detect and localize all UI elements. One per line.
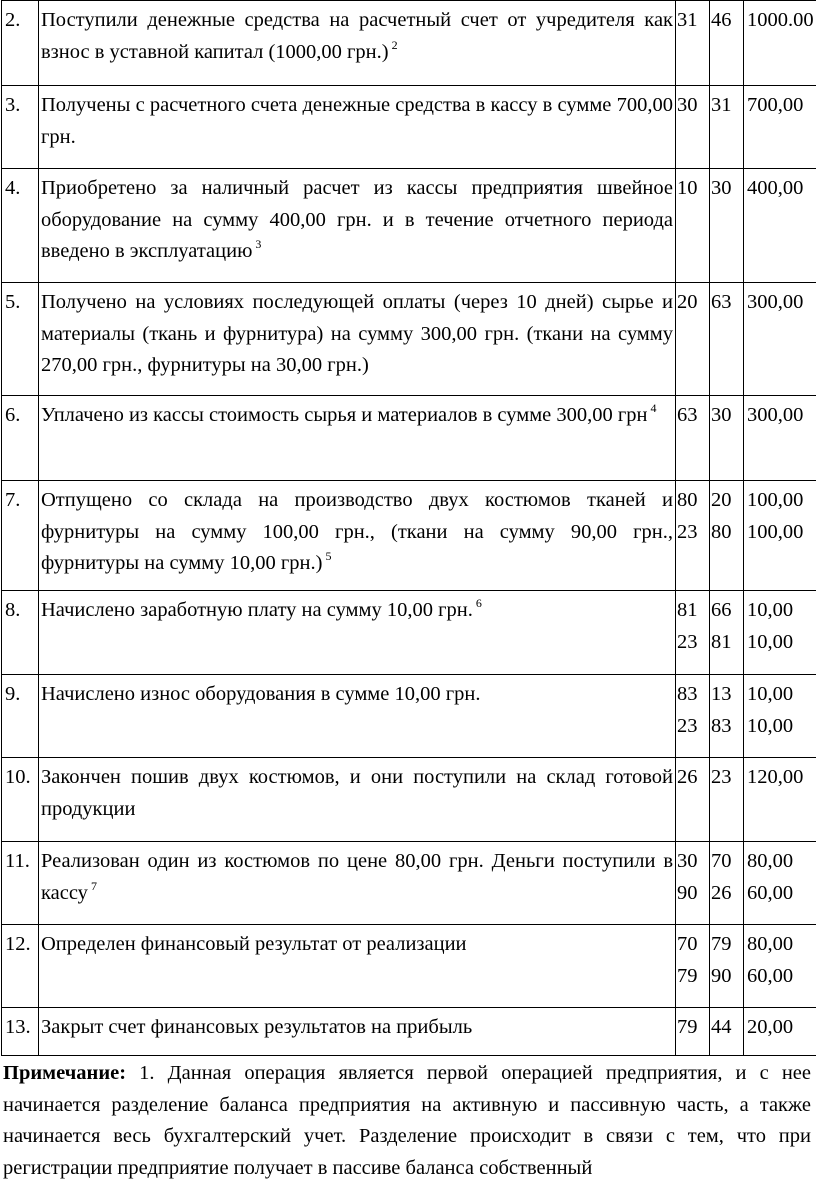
operation-amount: 80,00 — [747, 850, 794, 872]
debit-account-cell — [676, 396, 710, 481]
debit-account-cell — [676, 591, 710, 675]
debit-account: 30 — [677, 850, 698, 872]
debit-account: 31 — [677, 9, 698, 31]
credit-account: 23 — [711, 766, 732, 788]
operation-amount: 1000.00 — [747, 9, 814, 31]
table-row — [2, 842, 816, 925]
credit-account: 79 — [711, 933, 732, 955]
debit-account: 70 — [677, 933, 698, 955]
operation-description — [39, 758, 676, 842]
debit-account: 81 — [677, 599, 698, 621]
credit-account: 44 — [711, 1016, 732, 1038]
operation-amount: 700,00 — [747, 94, 804, 116]
footnote-marker: 2 — [391, 37, 398, 52]
table-row — [2, 925, 816, 1008]
debit-account: 83 — [677, 683, 698, 705]
table-row — [2, 481, 816, 591]
operation-amount-cell — [744, 758, 816, 842]
operation-description-text: Начислено износ оборудования в сумме 10,00 грн. — [41, 683, 481, 705]
credit-account-cell — [710, 675, 744, 758]
debit-account: 20 — [677, 291, 698, 313]
operation-number: 6. — [2, 396, 39, 481]
credit-account: 80 — [711, 520, 732, 543]
debit-account: 79 — [677, 1016, 698, 1038]
operation-amount: 300,00 — [747, 404, 804, 426]
credit-account: 81 — [711, 630, 732, 653]
credit-account: 26 — [711, 881, 732, 904]
operation-description-text: Приобретено за наличный расчет из кассы предприятия швейное оборудование на сумму 400,00 грн. и в течение отчетного периода введено в эксплуатацию — [41, 177, 673, 262]
operation-amount-cell — [744, 86, 816, 169]
operation-description-text: Закончен пошив двух костюмов, и они поступили на склад готовой продукции — [41, 766, 673, 820]
credit-account: 30 — [711, 177, 732, 199]
debit-account: 30 — [677, 94, 698, 116]
operation-description — [39, 481, 676, 591]
table-row — [2, 396, 816, 481]
credit-account: 13 — [711, 683, 732, 705]
operation-amount: 10,00 — [747, 599, 794, 621]
operation-amount-cell — [744, 1008, 816, 1056]
table-row — [2, 1008, 816, 1056]
debit-account-cell — [676, 1008, 710, 1056]
operation-amount: 400,00 — [747, 177, 804, 199]
operation-amount-cell — [744, 481, 816, 591]
debit-account-cell — [676, 1, 710, 86]
footnote-marker: 3 — [255, 237, 262, 251]
credit-account: 83 — [711, 714, 732, 737]
operation-number: 10. — [2, 758, 39, 842]
operation-description — [39, 169, 676, 283]
operation-amount: 300,00 — [747, 291, 804, 313]
operations-table-body — [2, 1, 816, 1056]
table-row — [2, 758, 816, 842]
credit-account-cell — [710, 842, 744, 925]
debit-account-cell — [676, 758, 710, 842]
operation-amount: 100,00 — [747, 520, 804, 543]
credit-account-cell — [710, 481, 744, 591]
debit-account-cell — [676, 86, 710, 169]
credit-account-cell — [710, 1008, 744, 1056]
credit-account-cell — [710, 283, 744, 396]
debit-account: 26 — [677, 766, 698, 788]
credit-account-cell — [710, 925, 744, 1008]
operation-amount-cell — [744, 1, 816, 86]
note-paragraph — [3, 1058, 811, 1184]
operation-number: 12. — [2, 925, 39, 1008]
operation-amount: 120,00 — [747, 766, 804, 788]
operation-amount: 60,00 — [747, 881, 794, 904]
operation-amount-cell — [744, 842, 816, 925]
operation-number: 11. — [2, 842, 39, 925]
credit-account-cell — [710, 86, 744, 169]
footnote-marker: 6 — [475, 596, 482, 610]
table-row — [2, 675, 816, 758]
table-row — [2, 1, 816, 86]
operation-number: 2. — [2, 1, 39, 86]
operation-amount-cell — [744, 396, 816, 481]
operation-description-text: Определен финансовый результат от реализации — [41, 933, 467, 955]
debit-account: 23 — [677, 520, 698, 543]
operation-number: 7. — [2, 481, 39, 591]
operation-amount: 80,00 — [747, 933, 794, 955]
operations-table — [1, 0, 816, 1056]
operation-amount: 10,00 — [747, 683, 794, 705]
debit-account: 23 — [677, 630, 698, 653]
operation-number: 5. — [2, 283, 39, 396]
credit-account: 63 — [711, 291, 732, 313]
operation-amount: 10,00 — [747, 630, 794, 653]
operation-amount: 60,00 — [747, 964, 794, 987]
operation-amount: 10,00 — [747, 714, 794, 737]
operation-description — [39, 283, 676, 396]
table-row — [2, 169, 816, 283]
operation-number: 8. — [2, 591, 39, 675]
operation-amount-cell — [744, 591, 816, 675]
credit-account: 46 — [711, 9, 732, 31]
operation-description — [39, 842, 676, 925]
footnote-marker: 7 — [90, 878, 97, 893]
debit-account-cell — [676, 925, 710, 1008]
debit-account: 80 — [677, 489, 698, 511]
operation-description-text: Закрыт счет финансовых результатов на прибыль — [41, 1016, 473, 1038]
operation-description-text: Получены с расчетного счета денежные средства в кассу в сумме 700,00 грн. — [41, 94, 673, 148]
debit-account-cell — [676, 283, 710, 396]
credit-account-cell — [710, 396, 744, 481]
note-label: Примечание: — [3, 1062, 127, 1084]
operation-amount-cell — [744, 169, 816, 283]
credit-account: 70 — [711, 850, 732, 872]
operation-amount: 20,00 — [747, 1016, 794, 1038]
note-text: 1. Данная операция является первой операцией предприятия, и с нее начинается разделение баланса предприятия на активную и пассивную часть, а также начинается весь бухгалтерский учет. Разделение происходит в связи с тем, что при регистрации предприятие получает в пассиве баланса собственный — [3, 1062, 811, 1179]
operation-description — [39, 925, 676, 1008]
credit-account-cell — [710, 758, 744, 842]
operation-number: 3. — [2, 86, 39, 169]
credit-account-cell — [710, 591, 744, 675]
operation-description-text: Отпущено со склада на производство двух костюмов тканей и фурнитуры на сумму 100,00 грн., (ткани на сумму 90,00 грн., фурнитуры на сумму 10,00 грн.) — [41, 489, 673, 574]
operation-description-text: Начислено заработную плату на сумму 10,00 грн. — [41, 599, 473, 621]
operation-description — [39, 86, 676, 169]
debit-account-cell — [676, 842, 710, 925]
operation-amount-cell — [744, 925, 816, 1008]
operation-number: 4. — [2, 169, 39, 283]
debit-account: 90 — [677, 881, 698, 904]
credit-account: 31 — [711, 94, 732, 116]
debit-account: 23 — [677, 714, 698, 737]
debit-account: 79 — [677, 964, 698, 987]
debit-account: 63 — [677, 404, 698, 426]
operation-description-text: Уплачено из кассы стоимость сырья и материалов в сумме 300,00 грн — [41, 404, 648, 426]
credit-account: 20 — [711, 489, 732, 511]
operation-description-text: Поступили денежные средства на расчетный счет от учредителя как взнос в уставной капитал (1000,00 грн.) — [41, 9, 673, 63]
operation-description — [39, 1, 676, 86]
operation-description — [39, 591, 676, 675]
credit-account: 90 — [711, 964, 732, 987]
debit-account-cell — [676, 481, 710, 591]
table-row — [2, 86, 816, 169]
credit-account: 30 — [711, 404, 732, 426]
table-row — [2, 591, 816, 675]
credit-account: 66 — [711, 599, 732, 621]
operation-description — [39, 396, 676, 481]
debit-account-cell — [676, 675, 710, 758]
operation-description-text: Реализован один из костюмов по цене 80,00 грн. Деньги поступили в кассу — [41, 850, 673, 904]
operation-description — [39, 675, 676, 758]
operation-amount: 100,00 — [747, 489, 804, 511]
operation-amount-cell — [744, 283, 816, 396]
operation-number: 9. — [2, 675, 39, 758]
credit-account-cell — [710, 169, 744, 283]
operation-number: 13. — [2, 1008, 39, 1056]
operation-amount-cell — [744, 675, 816, 758]
footnote-marker: 5 — [325, 549, 332, 563]
operation-description-text: Получено на условиях последующей оплаты (через 10 дней) сырье и материалы (ткань и фурнитура) на сумму 300,00 грн. (ткани на сумму 270,00 грн., фурнитуры на 30,00 грн.) — [41, 291, 673, 376]
operation-description — [39, 1008, 676, 1056]
footnote-marker: 4 — [650, 401, 657, 415]
debit-account-cell — [676, 169, 710, 283]
credit-account-cell — [710, 1, 744, 86]
debit-account: 10 — [677, 177, 698, 199]
table-row — [2, 283, 816, 396]
